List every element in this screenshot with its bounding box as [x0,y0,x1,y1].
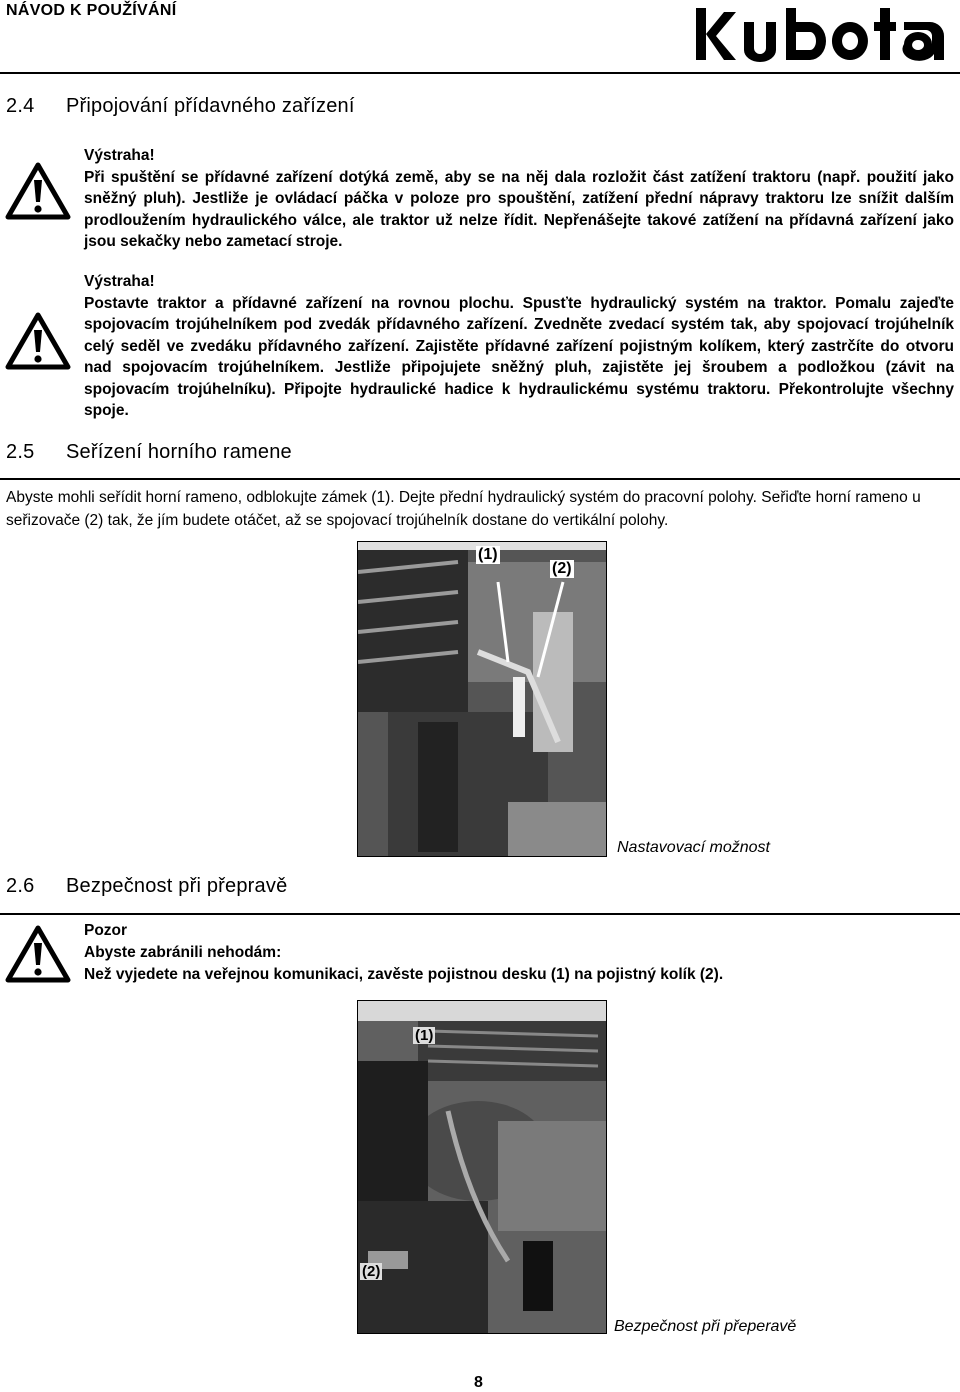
adjustment-photo-illustration [358,542,606,856]
kubota-logo [694,4,956,64]
notice-subheading: Abyste zabránili nehodám: [84,944,282,961]
adjustment-photo-caption: Nastavovací možnost [617,839,770,856]
transport-photo-caption: Bezpečnost při přeperavě [614,1318,797,1335]
section-rule [0,913,960,915]
section-2-5-paragraph: Abyste mohli seřídit horní rameno, odblokujte zámek (1). Dejte přední hydraulický systém do pracovní polohy. Seřiďte horní rameno u seřizovače (2) tak, že jím budete otáčet, až se spojovací trojúhelník dostane do vertikální polohy. [6,489,921,529]
warning-block-1 [84,145,954,253]
notice-block [84,920,954,986]
section-rule [0,478,960,480]
section-2-5-heading [6,441,292,464]
section-number: 2.6 [6,875,35,897]
adjustment-photo [357,541,607,857]
page-number: 8 [474,1374,483,1391]
warning-block-2 [84,271,954,422]
section-title: Bezpečnost při přepravě [66,875,288,897]
warning-triangle-icon [5,312,71,370]
warning-triangle-icon [5,162,71,220]
section-title: Seřízení horního ramene [66,441,292,463]
photo-label-2: (2) [362,1263,381,1280]
header-rule [0,72,960,74]
warning-heading: Výstraha! [84,273,155,290]
section-number: 2.5 [6,441,35,463]
transport-safety-photo [357,1000,607,1334]
notice-heading: Pozor [84,922,128,939]
section-2-6-heading [6,875,287,898]
transport-photo-illustration [358,1001,606,1333]
warning-triangle-icon [5,925,71,983]
photo-label-1: (1) [478,546,498,563]
warning-heading: Výstraha! [84,147,155,164]
warning-body: Při spuštění se přídavné zařízení dotýká země, aby se na něj dala rozložit část zatížení traktoru (např. použití jako sněžný pluh). Jestliže je ovládací páčka v poloze pro spouštění, zatížení přední nápravy traktoru lze snížit dalším prodloužením hydraulického válce, ale traktor už nelze řídit. Nepřenášejte takové zatížení na přídavná zařízení jako jsou sekačky nebo zametací stroje. [84,168,954,250]
section-number: 2.4 [6,95,35,117]
document-header-title: NÁVOD K POUŽÍVÁNÍ [6,2,177,19]
photo-label-2: (2) [552,560,572,577]
section-2-4-heading [6,95,355,118]
notice-body: Než vyjedete na veřejnou komunikaci, zavěste pojistnou desku (1) na pojistný kolík (2). [84,966,724,983]
photo-label-1: (1) [415,1027,434,1044]
warning-body: Postavte traktor a přídavné zařízení na rovnou plochu. Spusťte hydraulický systém na traktor. Pomalu zajeďte spojovacím trojúhelníkem pod zvedák přídavného zařízení. Zvedněte zvedací systém tak, aby spojovací trojúhelník celý seděl ve zvedáku přídavného zařízení. Zajistěte přídavné zařízení pojistným kolíkem, který zastrčíte do otvoru nad spojovacím trojúhelníkem. Jestliže připojujete sněžný pluh, zajistěte jej šroubem a podložkou (závit na spojovacím trojúhelníku). Připojte hydraulické hadice k hydraulickému systému traktoru. Překontrolujte všechny spoje. [84,294,954,419]
section-title: Připojování přídavného zařízení [66,95,355,117]
